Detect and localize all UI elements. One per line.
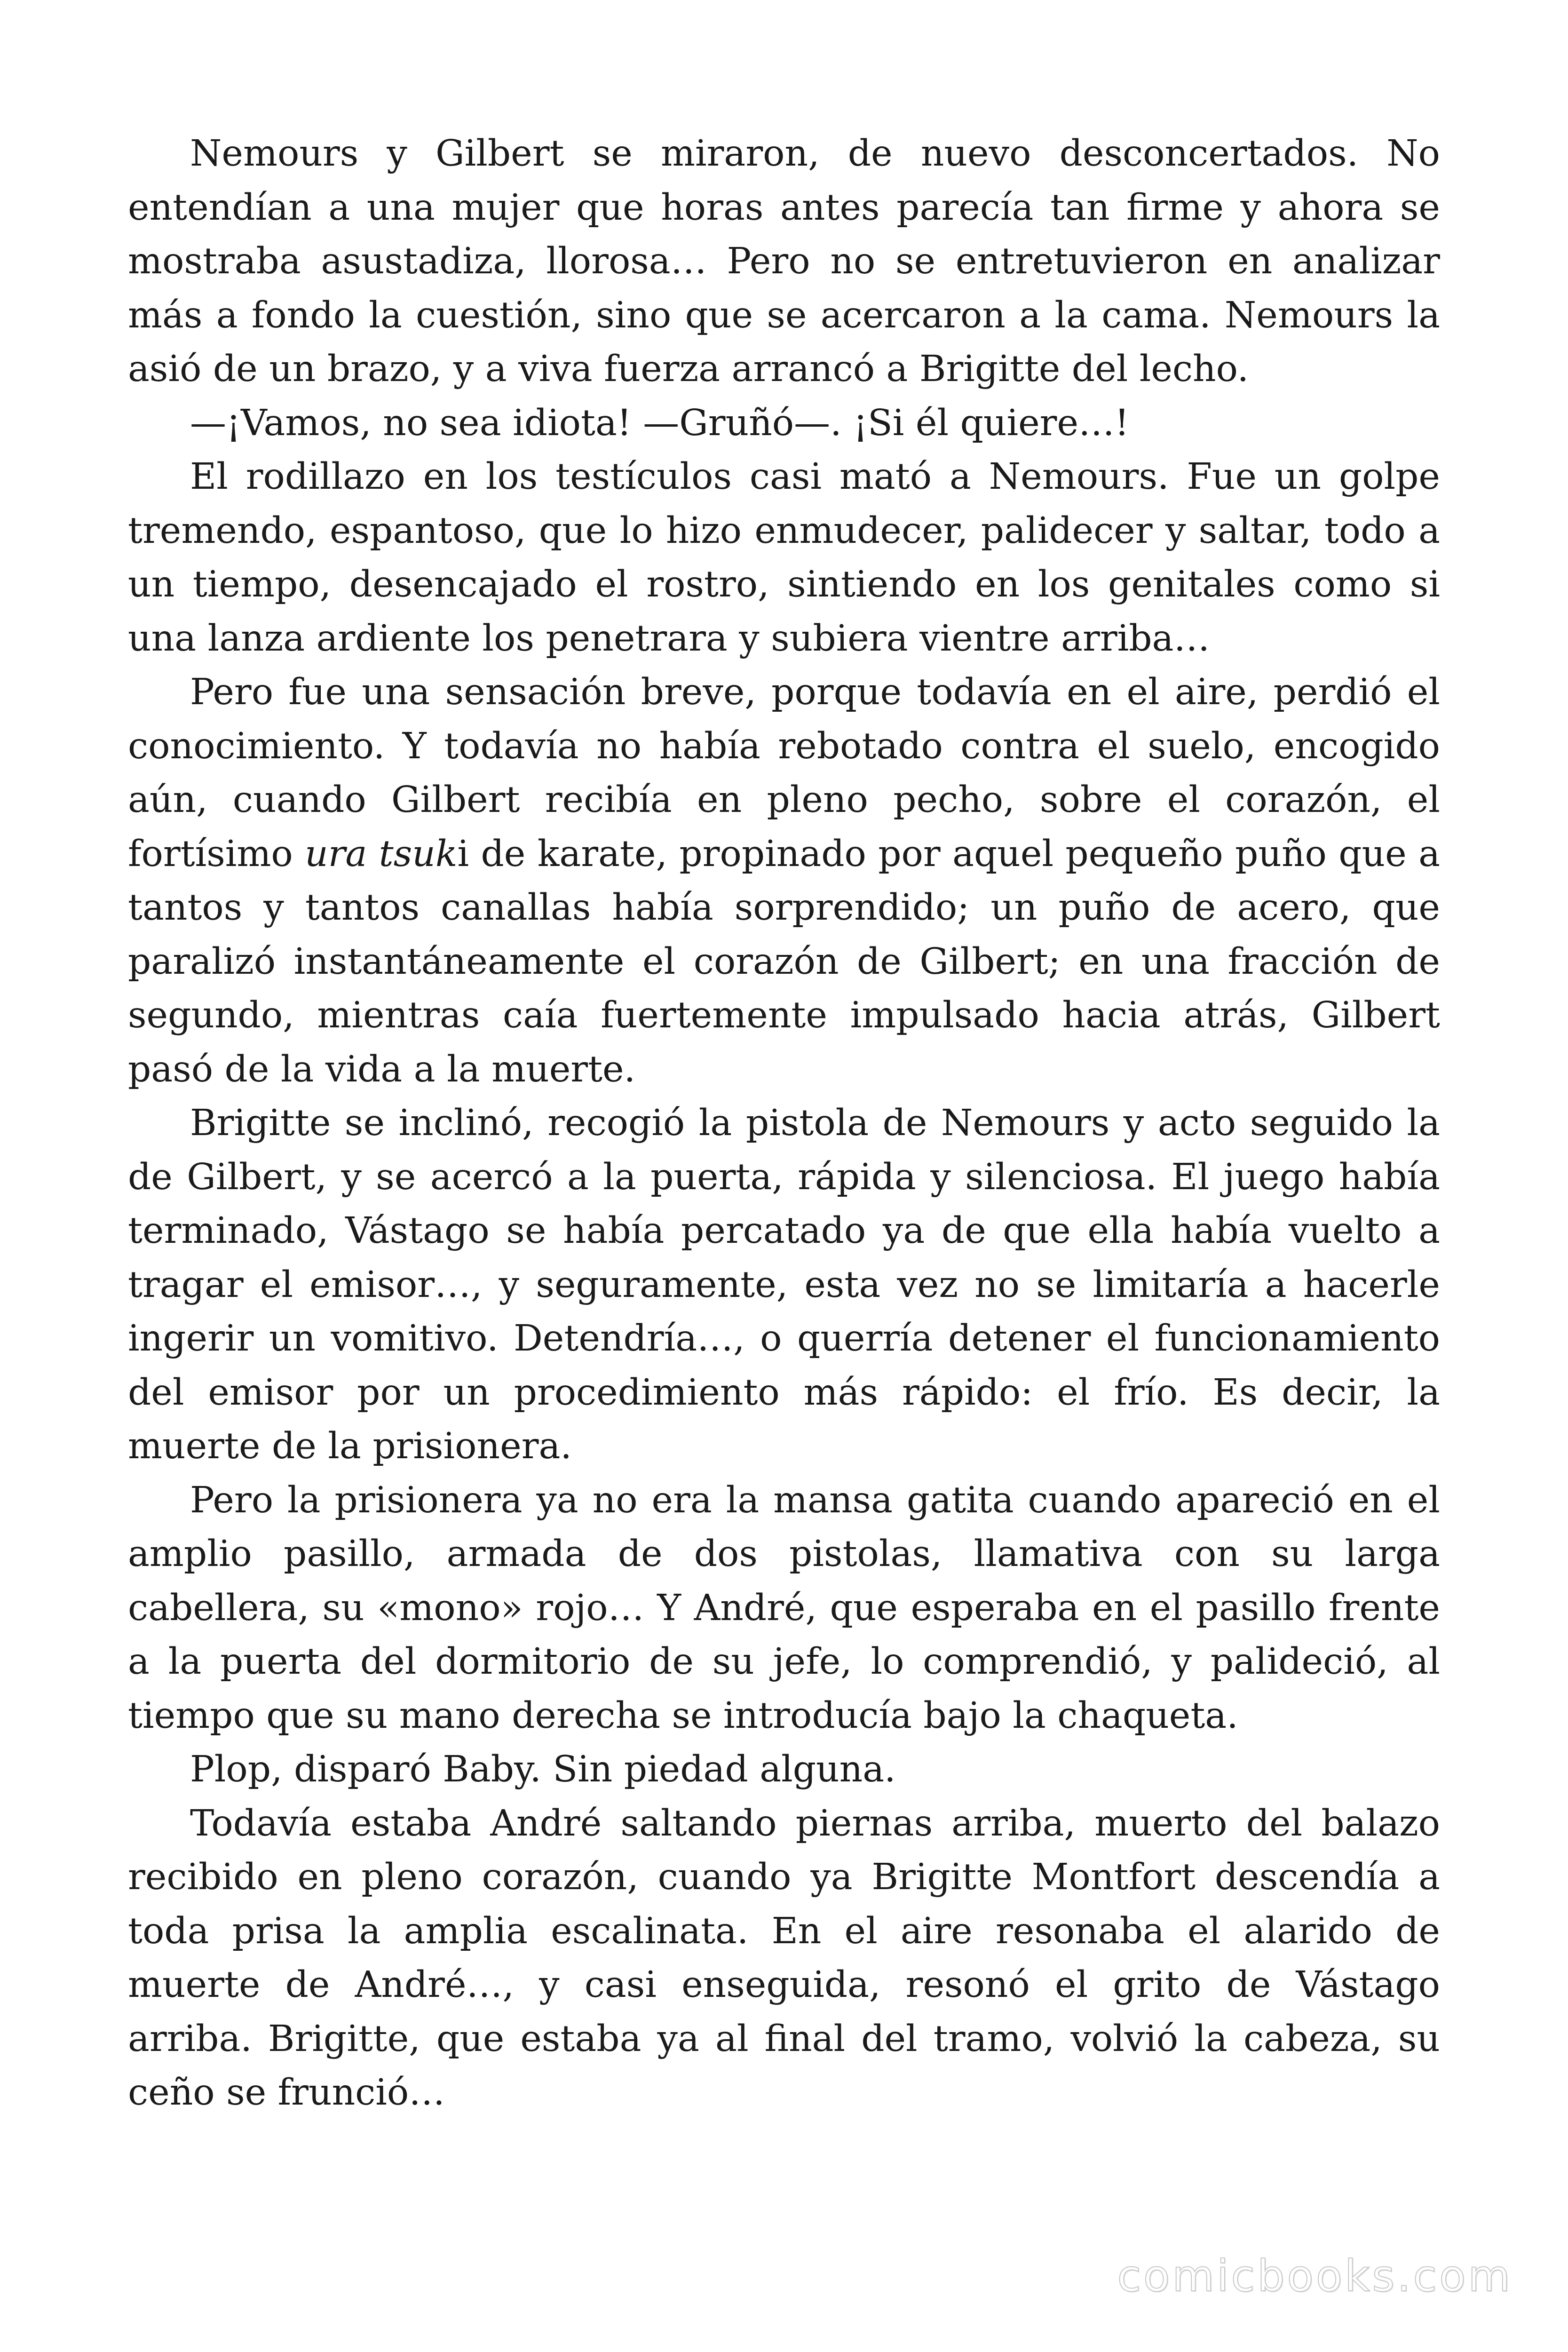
paragraph: Todavía estaba André saltando piernas arriba, muerto del balazo recibido en pleno corazón, cuando ya Brigitte Montfort descendía a toda prisa la amplia escalinata. En el aire resonaba el alarido de muerte de André…, y casi enseguida, resonó el grito de Vástago arriba. Brigitte, que estaba ya al final del tramo, volvió la cabeza, su ceño se frunció… — [128, 1802, 1440, 2114]
paragraph: —¡Vamos, no sea idiota! —Gruñó—. ¡Si él quiere…! — [190, 402, 1129, 444]
paragraph: Brigitte se inclinó, recogió la pistola de Nemours y acto seguido la de Gilbert, y se acercó a la puerta, rápida y silenciosa. El juego había terminado, Vástago se había percatado ya de que ella había vuelto a tragar el emisor…, y seguramente, esta vez no se limitaría a hacerle ingerir un vomitivo. Detendría…, o querría detener el funcionamiento del emisor por un procedimiento más rápido: el frío. Es decir, la muerte de la prisionera. — [128, 1102, 1440, 1467]
watermark: comicbooks.com — [1117, 2251, 1513, 2301]
paragraph-text: i de karate, propinado por aquel pequeño puño que a tantos y tantos canallas había sorprendido; un puño de acero, que paralizó instantáneamente el corazón de Gilbert; en una fracción de segundo, mientras caía fuertemente impulsado hacia atrás, Gilbert pasó de la vida a la muerte. — [128, 833, 1440, 1090]
page-body — [128, 127, 1440, 2120]
paragraph-text: Pero fue una sensación breve, porque todavía en el aire, perdió el conocimiento. Y todavía no había rebotado contra el suelo, encogido aún, cuando Gilbert recibía en pleno pecho, sobre el corazón, el fortísimo — [128, 671, 1440, 875]
paragraph: Nemours y Gilbert se miraron, de nuevo desconcertados. No entendían a una mujer que horas antes parecía tan firme y ahora se mostraba asustadiza, llorosa… Pero no se entretuvieron en analizar más a fondo la cuestión, sino que se acercaron a la cama. Nemours la asió de un brazo, y a viva fuerza arrancó a Brigitte del lecho. — [128, 133, 1440, 390]
paragraph: Plop, disparó Baby. Sin piedad alguna. — [190, 1748, 896, 1790]
paragraph — [128, 666, 1440, 1097]
paragraph: Pero la prisionera ya no era la mansa gatita cuando apareció en el amplio pasillo, armada de dos pistolas, llamativa con su larga cabellera, su «mono» rojo… Y André, que esperaba en el pasillo frente a la puerta del dormitorio de su jefe, lo comprendió, y palideció, al tiempo que su mano derecha se introducía bajo la chaqueta. — [128, 1479, 1440, 1737]
paragraph: El rodillazo en los testículos casi mató a Nemours. Fue un golpe tremendo, espantoso, que lo hizo enmudecer, palidecer y saltar, todo a un tiempo, desencajado el rostro, sintiendo en los genitales como si una lanza ardiente los penetrara y subiera vientre arriba… — [128, 456, 1440, 660]
italic-term: ura tsuk — [305, 833, 458, 875]
